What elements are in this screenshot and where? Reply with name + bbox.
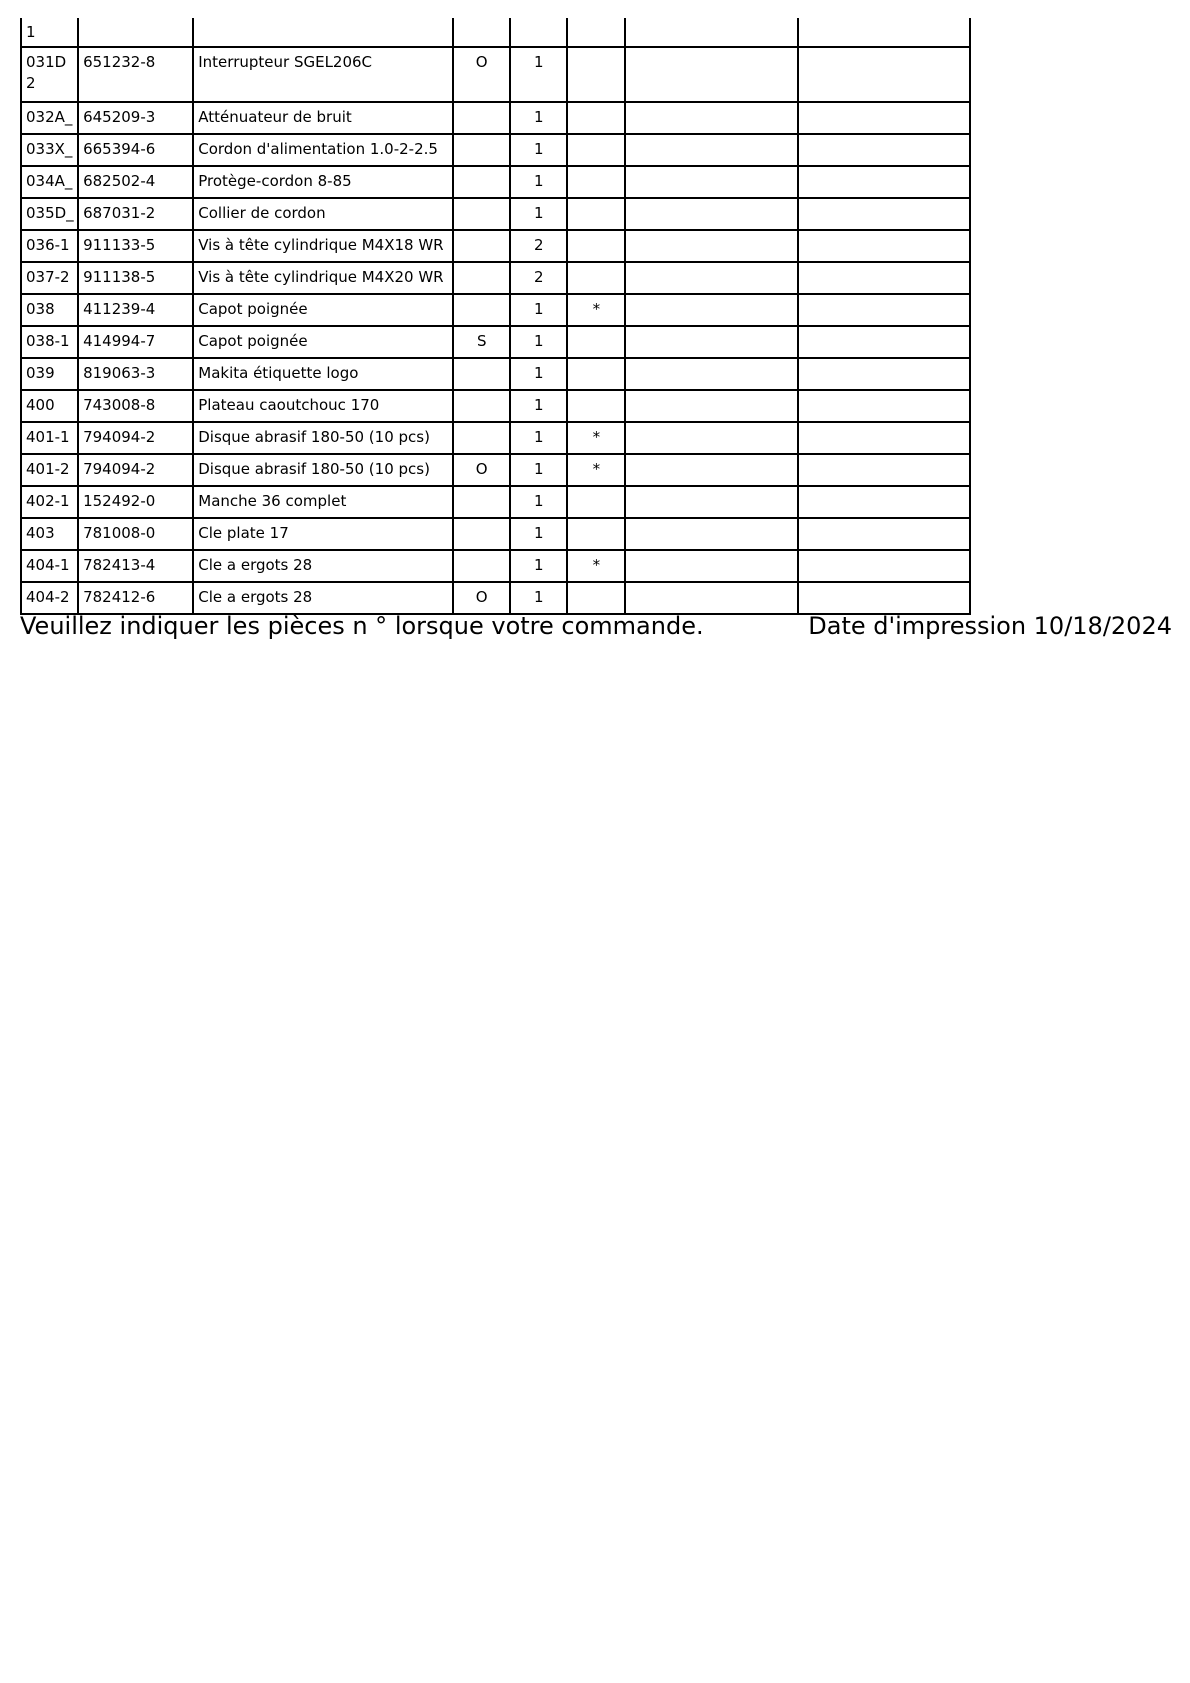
- item-number-cell: 403: [21, 518, 78, 550]
- item-number-cell: 031D 2: [21, 47, 78, 102]
- note-cell: [453, 422, 510, 454]
- description-cell: Manche 36 complet: [193, 486, 453, 518]
- parts-table-body: [21, 18, 970, 614]
- mark-cell: [567, 230, 625, 262]
- description-cell: Makita étiquette logo: [193, 358, 453, 390]
- mark-cell: [567, 390, 625, 422]
- part-number-cell: 743008-8: [78, 390, 193, 422]
- part-number-cell: 794094-2: [78, 454, 193, 486]
- extra-cell-1: [625, 18, 797, 47]
- description-cell: Capot poignée: [193, 294, 453, 326]
- description-cell: Collier de cordon: [193, 198, 453, 230]
- table-row: [21, 294, 970, 326]
- description-cell: Plateau caoutchouc 170: [193, 390, 453, 422]
- description-cell: [193, 18, 453, 47]
- item-number-cell: 404-2: [21, 582, 78, 614]
- part-number-cell: 152492-0: [78, 486, 193, 518]
- extra-cell-2: [798, 166, 970, 198]
- mark-cell: *: [567, 294, 625, 326]
- extra-cell-1: [625, 166, 797, 198]
- extra-cell-2: [798, 390, 970, 422]
- extra-cell-2: [798, 18, 970, 47]
- quantity-cell: 1: [510, 550, 567, 582]
- mark-cell: [567, 102, 625, 134]
- note-cell: [453, 518, 510, 550]
- table-row: [21, 166, 970, 198]
- extra-cell-1: [625, 294, 797, 326]
- extra-cell-2: [798, 262, 970, 294]
- part-number-cell: 781008-0: [78, 518, 193, 550]
- table-row: [21, 454, 970, 486]
- part-number-cell: 911133-5: [78, 230, 193, 262]
- print-date: Date d'impression 10/18/2024: [808, 612, 1172, 640]
- quantity-cell: 1: [510, 390, 567, 422]
- description-cell: Vis à tête cylindrique M4X18 WR: [193, 230, 453, 262]
- table-row: [21, 326, 970, 358]
- item-number-cell: 400: [21, 390, 78, 422]
- mark-cell: [567, 18, 625, 47]
- item-number-cell: 039: [21, 358, 78, 390]
- part-number-cell: 782413-4: [78, 550, 193, 582]
- mark-cell: *: [567, 422, 625, 454]
- description-cell: Cordon d'alimentation 1.0-2-2.5: [193, 134, 453, 166]
- note-cell: [453, 230, 510, 262]
- extra-cell-2: [798, 454, 970, 486]
- part-number-cell: 794094-2: [78, 422, 193, 454]
- note-cell: [453, 294, 510, 326]
- quantity-cell: 1: [510, 198, 567, 230]
- mark-cell: [567, 582, 625, 614]
- extra-cell-1: [625, 134, 797, 166]
- extra-cell-1: [625, 262, 797, 294]
- note-cell: [453, 18, 510, 47]
- item-number-cell: 1: [21, 18, 78, 47]
- quantity-cell: 1: [510, 486, 567, 518]
- extra-cell-1: [625, 550, 797, 582]
- extra-cell-1: [625, 422, 797, 454]
- extra-cell-2: [798, 198, 970, 230]
- note-cell: [453, 550, 510, 582]
- extra-cell-2: [798, 550, 970, 582]
- table-row: [21, 18, 970, 47]
- mark-cell: *: [567, 550, 625, 582]
- description-cell: Capot poignée: [193, 326, 453, 358]
- extra-cell-2: [798, 134, 970, 166]
- description-cell: Protège-cordon 8-85: [193, 166, 453, 198]
- item-number-cell: 038-1: [21, 326, 78, 358]
- mark-cell: [567, 198, 625, 230]
- table-row: [21, 134, 970, 166]
- item-number-cell: 402-1: [21, 486, 78, 518]
- extra-cell-1: [625, 102, 797, 134]
- description-cell: Atténuateur de bruit: [193, 102, 453, 134]
- description-cell: Cle a ergots 28: [193, 550, 453, 582]
- part-number-cell: 682502-4: [78, 166, 193, 198]
- note-cell: O: [453, 582, 510, 614]
- mark-cell: [567, 134, 625, 166]
- table-row: [21, 102, 970, 134]
- note-cell: [453, 486, 510, 518]
- table-row: [21, 422, 970, 454]
- description-cell: Cle plate 17: [193, 518, 453, 550]
- description-cell: Disque abrasif 180-50 (10 pcs): [193, 422, 453, 454]
- table-row: [21, 390, 970, 422]
- quantity-cell: 1: [510, 166, 567, 198]
- quantity-cell: 2: [510, 262, 567, 294]
- note-cell: O: [453, 47, 510, 102]
- note-cell: [453, 134, 510, 166]
- extra-cell-1: [625, 518, 797, 550]
- item-number-cell: 033X_: [21, 134, 78, 166]
- note-cell: O: [453, 454, 510, 486]
- description-cell: Disque abrasif 180-50 (10 pcs): [193, 454, 453, 486]
- part-number-cell: [78, 18, 193, 47]
- note-cell: [453, 198, 510, 230]
- extra-cell-1: [625, 454, 797, 486]
- quantity-cell: 1: [510, 422, 567, 454]
- part-number-cell: 911138-5: [78, 262, 193, 294]
- item-number-cell: 037-2: [21, 262, 78, 294]
- part-number-cell: 665394-6: [78, 134, 193, 166]
- table-row: [21, 582, 970, 614]
- description-cell: Vis à tête cylindrique M4X20 WR: [193, 262, 453, 294]
- part-number-cell: 651232-8: [78, 47, 193, 102]
- extra-cell-2: [798, 582, 970, 614]
- table-row: [21, 550, 970, 582]
- extra-cell-2: [798, 230, 970, 262]
- note-cell: [453, 390, 510, 422]
- part-number-cell: 687031-2: [78, 198, 193, 230]
- note-cell: [453, 166, 510, 198]
- parts-table: [20, 18, 971, 615]
- quantity-cell: 1: [510, 582, 567, 614]
- mark-cell: [567, 166, 625, 198]
- note-cell: S: [453, 326, 510, 358]
- extra-cell-2: [798, 102, 970, 134]
- order-instruction-note: Veuillez indiquer les pièces n ° lorsque votre commande.: [20, 612, 704, 640]
- part-number-cell: 782412-6: [78, 582, 193, 614]
- table-row: [21, 518, 970, 550]
- extra-cell-1: [625, 47, 797, 102]
- quantity-cell: 1: [510, 326, 567, 358]
- description-cell: Cle a ergots 28: [193, 582, 453, 614]
- extra-cell-1: [625, 326, 797, 358]
- quantity-cell: 2: [510, 230, 567, 262]
- table-row: [21, 358, 970, 390]
- item-number-cell: 404-1: [21, 550, 78, 582]
- extra-cell-1: [625, 358, 797, 390]
- extra-cell-1: [625, 390, 797, 422]
- quantity-cell: 1: [510, 358, 567, 390]
- extra-cell-1: [625, 582, 797, 614]
- quantity-cell: 1: [510, 518, 567, 550]
- table-row: [21, 262, 970, 294]
- item-number-cell: 032A_: [21, 102, 78, 134]
- part-number-cell: 414994-7: [78, 326, 193, 358]
- quantity-cell: 1: [510, 102, 567, 134]
- extra-cell-2: [798, 486, 970, 518]
- item-number-cell: 034A_: [21, 166, 78, 198]
- quantity-cell: 1: [510, 294, 567, 326]
- item-number-cell: 035D_: [21, 198, 78, 230]
- item-number-cell: 038: [21, 294, 78, 326]
- note-cell: [453, 102, 510, 134]
- mark-cell: [567, 262, 625, 294]
- part-number-cell: 819063-3: [78, 358, 193, 390]
- mark-cell: [567, 358, 625, 390]
- note-cell: [453, 358, 510, 390]
- extra-cell-2: [798, 294, 970, 326]
- item-number-cell: 036-1: [21, 230, 78, 262]
- table-row: [21, 486, 970, 518]
- part-number-cell: 411239-4: [78, 294, 193, 326]
- quantity-cell: [510, 18, 567, 47]
- mark-cell: [567, 326, 625, 358]
- quantity-cell: 1: [510, 454, 567, 486]
- quantity-cell: 1: [510, 134, 567, 166]
- extra-cell-2: [798, 47, 970, 102]
- extra-cell-1: [625, 230, 797, 262]
- extra-cell-1: [625, 486, 797, 518]
- description-cell: Interrupteur SGEL206C: [193, 47, 453, 102]
- mark-cell: [567, 518, 625, 550]
- extra-cell-2: [798, 326, 970, 358]
- table-row: [21, 230, 970, 262]
- extra-cell-2: [798, 518, 970, 550]
- quantity-cell: 1: [510, 47, 567, 102]
- table-row: [21, 198, 970, 230]
- part-number-cell: 645209-3: [78, 102, 193, 134]
- extra-cell-1: [625, 198, 797, 230]
- mark-cell: *: [567, 454, 625, 486]
- item-number-cell: 401-2: [21, 454, 78, 486]
- extra-cell-2: [798, 358, 970, 390]
- note-cell: [453, 262, 510, 294]
- item-number-cell: 401-1: [21, 422, 78, 454]
- mark-cell: [567, 47, 625, 102]
- extra-cell-2: [798, 422, 970, 454]
- table-row: [21, 47, 970, 102]
- mark-cell: [567, 486, 625, 518]
